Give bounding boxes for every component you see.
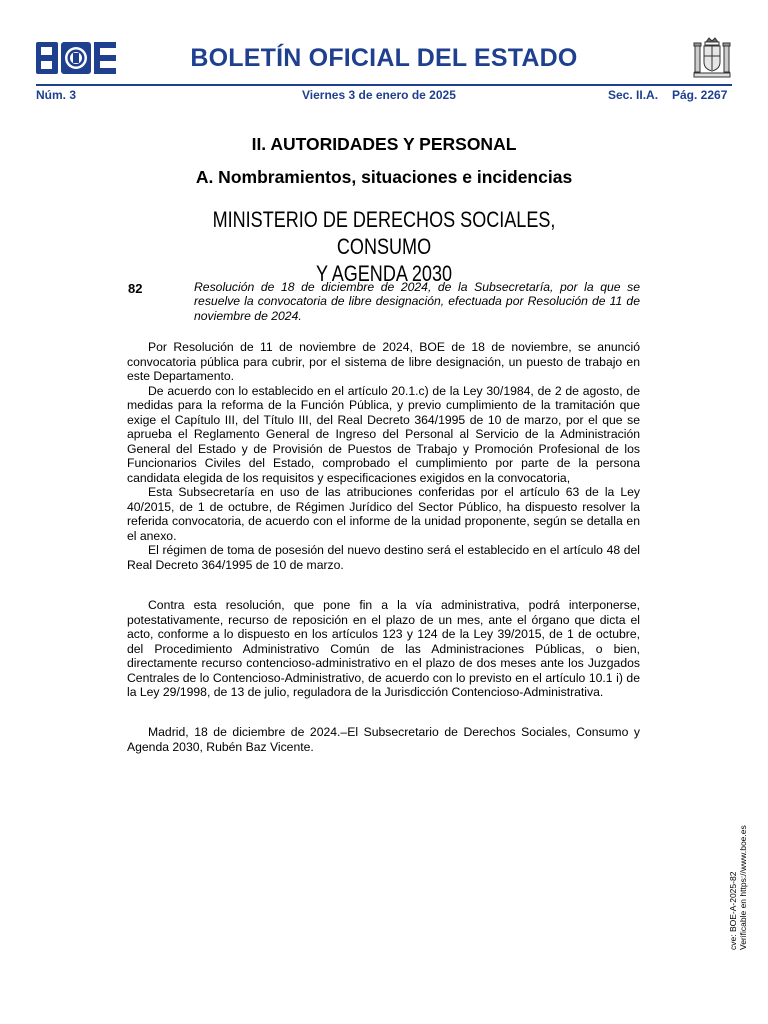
issue-date: Viernes 3 de enero de 2025 bbox=[302, 88, 456, 102]
cve-code: cve: BOE-A-2025-82 bbox=[728, 871, 738, 950]
issue-number: Núm. 3 bbox=[36, 88, 77, 102]
ministry-line-1: MINISTERIO DE DERECHOS SOCIALES, CONSUMO bbox=[212, 207, 556, 259]
boe-logo bbox=[36, 42, 116, 74]
page-number: Pág. 2267 bbox=[672, 88, 728, 102]
body-block-1 bbox=[127, 340, 640, 572]
ministry-line-2: Y AGENDA 2030 bbox=[315, 261, 453, 286]
disposition-number: 82 bbox=[128, 281, 143, 296]
spain-coat-of-arms-icon bbox=[692, 36, 732, 80]
paragraph: Por Resolución de 11 de noviembre de 2024, BOE de 18 de noviembre, se anunció convocatoria pública para cubrir, por el sistema de libre designación, un puesto de trabajo en este Departamento. bbox=[127, 340, 640, 383]
side-note bbox=[728, 820, 748, 950]
disposition-title: Resolución de 18 de diciembre de 2024, de la Subsecretaría, por la que se resuelve la convocatoria de libre designación, efectuada por Resolución de 11 de noviembre de 2024. bbox=[194, 280, 640, 323]
paragraph: Contra esta resolución, que pone fin a la vía administrativa, podrá interponerse, potestativamente, recurso de reposición en el plazo de un mes, ante el órgano que dicta el acto, conforme a lo dispuesto en los artículos 123 y 124 de la Ley 39/2015, de 1 de octubre, del Procedimiento Administrativo Común de las Administraciones Públicas, o bien, directamente recurso contencioso-administrativo en el plazo de dos meses ante los Juzgados Centrales de lo Contencioso-Administrativo, de acuerdo con lo previsto en el artículo 10.1 i) de la Ley 29/1998, de 13 de julio, reguladora de la Jurisdicción Contencioso-Administrativa. bbox=[127, 598, 640, 699]
paragraph: De acuerdo con lo establecido en el artículo 20.1.c) de la Ley 30/1984, de 2 de agosto, de medidas para la reforma de la Función Pública, y previo cumplimiento de la tramitación que exige el Capítulo III, del Título III, del Real Decreto 364/1995 de 10 de marzo, por el que se aprueba el Reglamento General de Ingreso del Personal al Servicio de la Administración General del Estado y de Provisión de Puestos de Trabajo y Promoción Profesional de los Funcionarios Civiles del Estado, comprobado el cumplimiento por parte de la persona candidata elegida de los requisitos y especificaciones exigidos en la convocatoria, bbox=[127, 383, 640, 485]
header-rule bbox=[36, 84, 732, 86]
paragraph: El régimen de toma de posesión del nuevo destino será el establecido en el artículo 48 del Real Decreto 364/1995 de 10 de marzo. bbox=[127, 543, 640, 572]
signature-block bbox=[127, 725, 640, 754]
subsection-title: A. Nombramientos, situaciones e incidencias bbox=[195, 167, 573, 187]
signature-paragraph: Madrid, 18 de diciembre de 2024.–El Subsecretario de Derechos Sociales, Consumo y Agenda 2030, Rubén Baz Vicente. bbox=[127, 725, 640, 754]
section-code: Sec. II.A. bbox=[608, 88, 659, 102]
verification-link[interactable]: Verificable en https://www.boe.es bbox=[738, 825, 748, 950]
ministry-heading bbox=[192, 206, 576, 287]
body-block-2 bbox=[127, 598, 640, 700]
publication-title: BOLETÍN OFICIAL DEL ESTADO bbox=[190, 44, 578, 72]
paragraph: Esta Subsecretaría en uso de las atribuciones conferidas por el artículo 63 de la Ley 40/2015, de 1 de octubre, de Régimen Jurídico del Sector Público, ha dispuesto resolver la referida convocatoria, de acuerdo con el informe de la unidad proponente, según se detalla en el anexo. bbox=[127, 485, 640, 543]
section-title: II. AUTORIDADES Y PERSONAL bbox=[251, 134, 517, 154]
